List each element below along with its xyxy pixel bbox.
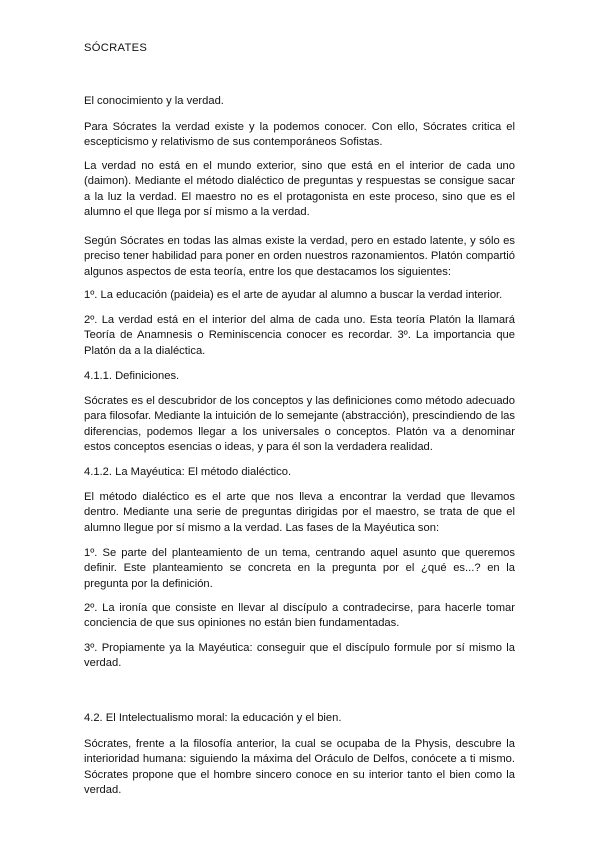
list-item-educacion: 1º. La educación (paideia) es el arte de ayudar al alumno a buscar la verdad interior.: [84, 289, 503, 301]
section-heading-mayeutica: 4.1.2. La Mayéutica: El método dialéctico.: [84, 466, 292, 478]
paragraph-almas-verdad: Según Sócrates en todas las almas existe la verdad, pero en estado latente, y sólo es preciso tener habilidad para poner en orden nuestros razonamientos. Platón compartió algunos aspectos de esta teoría, entre los que destacamos los siguientes:: [84, 235, 515, 278]
section-heading-intelectualismo: 4.2. El Intelectualismo moral: la educación y el bien.: [84, 712, 342, 724]
paragraph-metodo-dialectico: El método dialéctico es el arte que nos lleva a encontrar la verdad que llevamos dentro. Mediante una serie de preguntas dirigidas por el maestro, se trata de que el alumno llegue por sí mismo a la verdad. Las fases de la Mayéutica son:: [84, 491, 515, 534]
list-item-anamnesis: 2º. La verdad está en el interior del alma de cada uno. Esta teoría Platón la llamará Teoría de Anamnesis o Reminiscencia conocer es recordar. 3º. La importancia que Platón da a la dialéctica.: [84, 314, 515, 357]
list-item-mayeutica: 3º. Propiamente ya la Mayéutica: conseguir que el discípulo formule por sí mismo la verdad.: [84, 642, 515, 670]
document-title: SÓCRATES: [84, 42, 148, 54]
paragraph-definiciones: Sócrates es el descubridor de los conceptos y las definiciones como método adecuado para filosofar. Mediante la intuición de lo semejante (abstracción), prescindiendo de las diferencias, podemos llegar a los universales o conceptos. Platón va a denominar estos conceptos esencias o ideas, y para él son la verdadera realidad.: [84, 395, 515, 454]
paragraph-verdad-interior: La verdad no está en el mundo exterior, sino que está en el interior de cada uno (daimon). Mediante el método dialéctico de preguntas y respuestas se consigue sacar a la luz la verdad. El maestro no es el protagonista en este proceso, sino que es el alumno el que llega por sí mismo a la verdad.: [84, 160, 515, 219]
paragraph-intelectualismo: Sócrates, frente a la filosofía anterior, la cual se ocupaba de la Physis, descubre la interioridad humana: siguiendo la máxima del Oráculo de Delfos, conócete a ti mismo. Sócrates propone que el hombre sincero conoce en su interior tanto el bien como la verdad.: [84, 738, 515, 797]
section-heading-definiciones: 4.1.1. Definiciones.: [84, 370, 180, 382]
list-item-ironia: 2º. La ironía que consiste en llevar al discípulo a contradecirse, para hacerle tomar conciencia de que sus opiniones no están bien fundamentadas.: [84, 602, 515, 630]
list-item-planteamiento: 1º. Se parte del planteamiento de un tema, centrando aquel asunto que queremos definir. Este planteamiento se concreta en la pregunta por el ¿qué es...? en la pregunta por la definición.: [84, 547, 515, 590]
section-heading-conocimiento: El conocimiento y la verdad.: [84, 95, 224, 107]
paragraph-verdad-existe: Para Sócrates la verdad existe y la podemos conocer. Con ello, Sócrates critica el escepticismo y relativismo de sus contemporáneos Sofistas.: [84, 121, 515, 149]
